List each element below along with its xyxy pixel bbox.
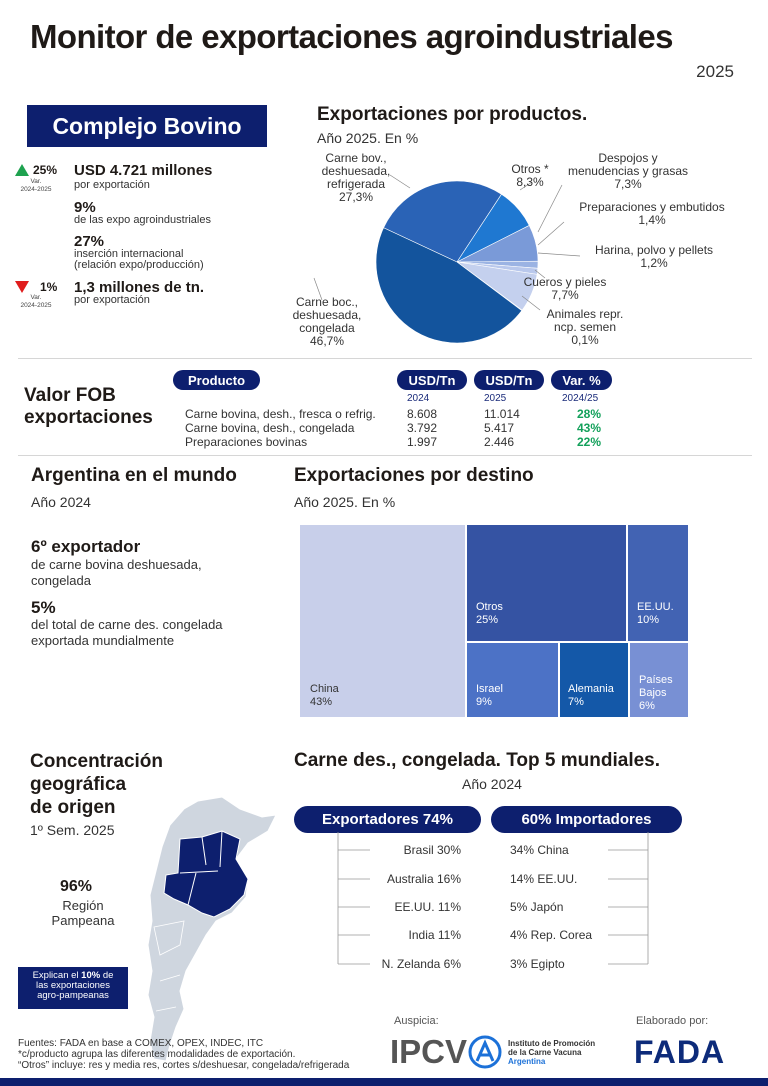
fob-row-2024: 1.997 [407,435,438,449]
fob-row-var: 28% [577,407,602,421]
top5-title: Carne des., congelada. Top 5 mundiales. [294,750,661,771]
mundo-stat1-desc: de carne bovina deshuesada, congelada [31,557,202,588]
treemap-paises-bajos: Países Bajos 6% [630,643,688,717]
exportador-item: Brasil 30% [403,843,461,857]
kpi-insercion-value: 27% [74,233,105,250]
arrow-up-icon [15,163,29,175]
kpi-share-desc: de las expo agroindustriales [74,214,211,226]
exportador-item: India 11% [408,928,461,942]
fob-year-var: 2024/25 [562,393,599,404]
kpi-share-value: 9% [74,199,96,216]
kpi-insercion-desc2: (relación expo/producción) [74,259,204,271]
treemap-otros: Otros 25% [467,525,626,641]
ipcva-subtitle: Instituto de Promoción de la Carne Vacuna Argentina [508,1038,596,1066]
page-year: 2025 [696,62,734,81]
footer-auspicia: Auspicia: [394,1015,439,1027]
kpi-tn-value: 1,3 millones de tn. [74,279,205,296]
divider [18,455,752,456]
kpi-usd-desc: por exportación [74,179,150,191]
pie-label-cueros: Cueros y pieles 7,7% [523,275,607,302]
footer-nota1: *c/producto agrupa las diferentes modalidades de exportación. [18,1049,296,1060]
exportador-item: N. Zelanda 6% [381,957,461,971]
fob-row-2024: 3.792 [407,421,438,435]
ipcva-a-icon [468,1035,502,1069]
fob-row-name: Preparaciones bovinas [185,435,308,449]
pie-label-preparaciones: Preparaciones y embutidos 1,4% [579,200,725,227]
argentina-map-icon [140,795,280,1065]
kpi-var-label-tn: Var. 2024-2025 [20,294,52,309]
kpi-var-usd: 25% [33,163,58,177]
exportador-item: Australia 16% [386,872,461,886]
concentracion-period: 1º Sem. 2025 [30,822,115,838]
footer-nota2: “Otros” incluye: res y media res, cortes s/deshuesar, congelada/refrigerada [18,1060,350,1071]
fob-row-2025: 5.417 [484,421,515,435]
importador-item: 4% Rep. Corea [510,928,593,942]
fob-row-2024: 8.608 [407,407,438,421]
fob-title: Valor FOB exportaciones [24,385,153,428]
fada-logo: FADA [634,1034,726,1070]
fob-year-2024: 2024 [407,393,430,404]
concentracion-title: Concentración geográfica de origen [30,751,164,818]
pie-label-congelada: Carne boc., deshuesada, congelada 46,7% [292,295,362,348]
bottom-bar [0,1078,768,1086]
kpi-usd-value: USD 4.721 millones [74,162,213,179]
fob-year-2025: 2025 [484,393,507,404]
treemap-eeuu: EE.UU. 10% [628,525,688,641]
fob-row-var: 22% [577,435,602,449]
importador-item: 5% Japón [510,900,564,914]
kpi-tn-desc: por exportación [74,294,150,306]
footer-elaborado: Elaborado por: [636,1015,709,1027]
mundo-stat2-desc: del total de carne des. congelada exportada mundialmente [31,617,223,648]
arrow-down-icon [15,280,29,292]
fob-row-name: Carne bovina, desh., fresca o refrig. [185,407,376,421]
pie-label-despojos: Despojos y menudencias y grasas 7,3% [567,151,689,191]
complejo-label: Complejo Bovino [27,105,267,147]
mundo-stat2-value: 5% [31,598,56,617]
concentracion-pct: 96% [60,878,93,895]
destino-title: Exportaciones por destino [294,465,534,486]
footer-fuentes: Fuentes: FADA en base a COMEX, OPEX, INDEC, ITC [18,1038,264,1049]
importador-item: 3% Egipto [510,957,565,971]
productos-subtitle: Año 2025. En % [317,130,419,146]
ipcva-logo [390,1033,595,1071]
fob-col-var: Var. % [551,370,612,390]
exportador-item: EE.UU. 11% [394,900,461,914]
importador-item: 34% China [510,843,569,857]
kpi-var-label: Var. 2024-2025 [20,178,52,193]
fob-col-producto: Producto [173,370,260,390]
ipcva-wordmark: IPCV [390,1033,468,1070]
top5-year: Año 2024 [462,776,522,792]
divider [18,358,752,359]
treemap-israel: Israel 9% [467,643,558,717]
productos-title: Exportaciones por productos. [317,104,588,125]
importador-item: 14% EE.UU. [510,872,578,886]
fob-col-usd-2024: USD/Tn [397,370,467,390]
mundo-title: Argentina en el mundo [31,465,237,486]
treemap-alemania: Alemania 7% [560,643,628,717]
fob-row-name: Carne bovina, desh., congelada [185,421,355,435]
kpi-insercion-desc: inserción internacional [74,248,184,260]
pie-label-otros: Otros * 8,3% [511,162,549,189]
fob-row-var: 43% [577,421,602,435]
fob-row-2025: 2.446 [484,435,515,449]
pie-label-harina: Harina, polvo y pellets 1,2% [594,243,714,270]
importadores-header: 60% Importadores [491,806,682,833]
exportadores-header: Exportadores 74% [294,806,481,833]
kpi-var-tn: 1% [40,280,58,294]
pie-label-refrigerada: Carne bov., deshuesada, refrigerada 27,3% [321,151,391,204]
fob-row-2025: 11.014 [484,407,520,421]
pie-label-animales: Animales repr. ncp. semen 0,1% [546,307,624,347]
destino-subtitle: Año 2025. En % [294,494,396,510]
mundo-stat1-value: 6º exportador [31,537,141,556]
fob-col-usd-2025: USD/Tn [474,370,544,390]
page-title: Monitor de exportaciones agroindustriales [30,18,673,55]
concentracion-region: Región Pampeana [51,898,115,928]
concentracion-note: Explican el 10% de las exportaciones agro-pampeanas [18,967,128,1009]
mundo-year: Año 2024 [31,494,91,510]
treemap-china: China 43% [300,525,465,717]
